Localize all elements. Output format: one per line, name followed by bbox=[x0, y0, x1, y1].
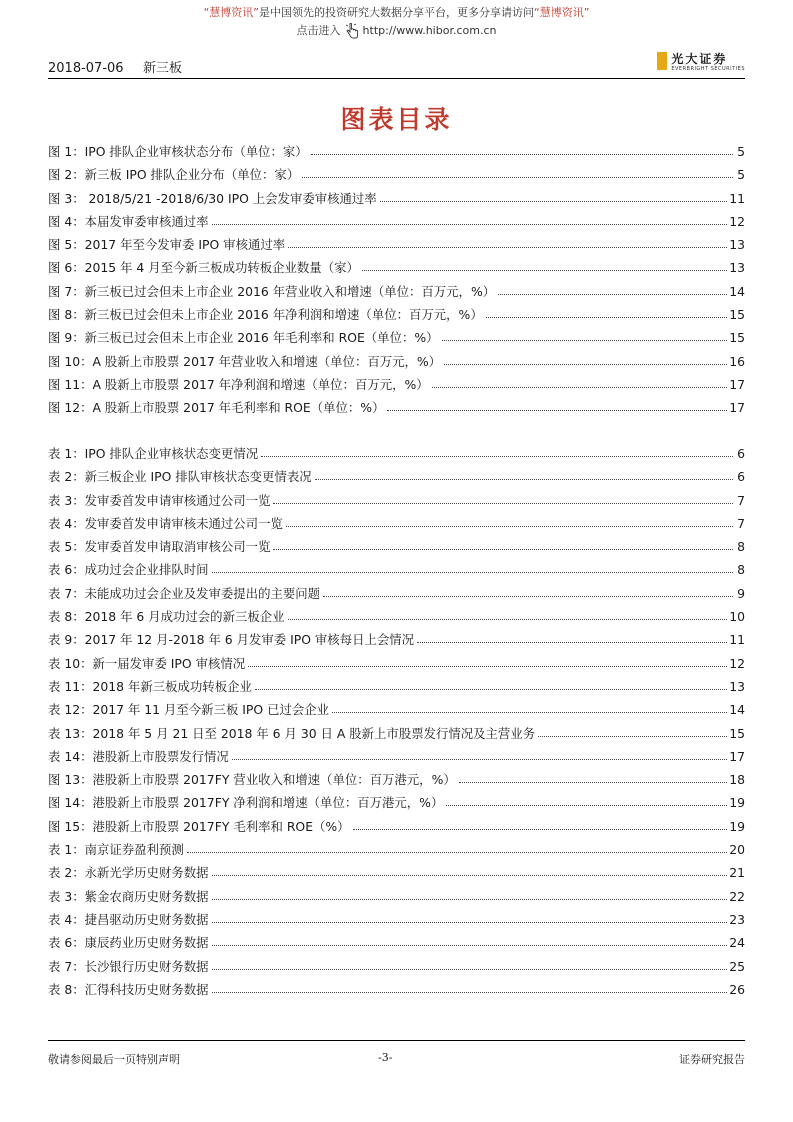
toc-entry-page[interactable]: 19 bbox=[729, 795, 745, 811]
toc-entry[interactable] bbox=[48, 328, 745, 351]
toc-entry-label[interactable]: 图 15：港股新上市股票 2017FY 毛利率和 ROE（%） bbox=[48, 818, 350, 834]
logo-mark-icon bbox=[657, 52, 667, 70]
toc-entry-label[interactable]: 图 14：港股新上市股票 2017FY 净利润和增速（单位：百万港元，%） bbox=[48, 795, 444, 811]
page-title: 图表目录 bbox=[340, 105, 453, 134]
logo-name-en: EVERBRIGHT SECURITIES bbox=[671, 66, 745, 72]
toc-entry[interactable] bbox=[48, 863, 745, 886]
toc-entry-page[interactable]: 12 bbox=[729, 655, 745, 671]
toc-entry[interactable] bbox=[48, 793, 745, 816]
toc-entry-page[interactable]: 14 bbox=[729, 283, 745, 299]
toc-leader-dots bbox=[212, 945, 728, 946]
toc-entry-label[interactable]: 图 3： 2018/5/21 -2018/6/30 IPO 上会发审委审核通过率 bbox=[48, 190, 377, 206]
company-logo bbox=[657, 52, 745, 72]
toc-entry[interactable] bbox=[48, 607, 745, 630]
toc-leader-dots bbox=[486, 317, 727, 318]
banner-line-2[interactable] bbox=[0, 22, 793, 40]
toc-entry-page[interactable]: 16 bbox=[729, 353, 745, 369]
toc-leader-dots bbox=[255, 689, 727, 690]
toc-entry[interactable] bbox=[48, 491, 745, 514]
toc-entry-page[interactable]: 15 bbox=[729, 725, 745, 741]
toc-leader-dots bbox=[212, 224, 728, 225]
toc-entry[interactable] bbox=[48, 398, 745, 421]
toc-entry-page[interactable]: 7 bbox=[737, 492, 745, 508]
toc-entry-page[interactable]: 17 bbox=[729, 400, 745, 416]
toc-entry-label[interactable]: 图 1：IPO 排队企业审核状态分布（单位：家） bbox=[48, 144, 308, 159]
toc-entry-label[interactable]: 图 10：A 股新上市股票 2017 年营业收入和增速（单位：百万元，%） bbox=[48, 353, 442, 369]
toc-entry-page[interactable]: 24 bbox=[729, 935, 745, 951]
toc-leader-dots bbox=[273, 503, 733, 504]
toc-leader-dots bbox=[432, 387, 728, 388]
toc-entry-label[interactable]: 表 4：发审委首发申请审核未通过公司一览 bbox=[48, 515, 283, 531]
toc-leader-dots bbox=[212, 875, 728, 876]
toc-entry[interactable] bbox=[48, 444, 745, 467]
toc-entry[interactable] bbox=[48, 189, 745, 212]
toc-entry-label[interactable]: 图 9：新三板已过会但未上市企业 2016 年毛利率和 ROE（单位：%） bbox=[48, 330, 439, 346]
toc-leader-dots bbox=[315, 479, 733, 480]
toc-leader-dots bbox=[248, 666, 727, 667]
toc-leader-dots bbox=[380, 201, 728, 202]
banner-click-label[interactable]: 点击进入 bbox=[296, 24, 341, 37]
toc-entry-label[interactable]: 图 6：2015 年 4 月至今新三板成功转板企业数量（家） bbox=[48, 260, 359, 276]
toc-entry[interactable] bbox=[48, 724, 745, 747]
toc-entry-page[interactable]: 25 bbox=[729, 958, 745, 974]
toc-leader-dots bbox=[323, 596, 733, 597]
toc-entry-page[interactable]: 21 bbox=[729, 865, 745, 881]
toc-entry-label[interactable]: 表 4：捷昌驱动历史财务数据 bbox=[48, 911, 209, 927]
toc-entry[interactable] bbox=[48, 282, 745, 305]
toc-entry-page[interactable]: 9 bbox=[737, 585, 745, 601]
toc-entry-page[interactable]: 20 bbox=[729, 842, 745, 858]
toc-leader-dots bbox=[387, 410, 727, 411]
toc-entry-label[interactable]: 表 10：新一届发审委 IPO 审核情况 bbox=[48, 655, 246, 671]
toc-leader-dots bbox=[498, 294, 727, 295]
toc-entry[interactable] bbox=[48, 630, 745, 653]
toc-entry-page[interactable]: 11 bbox=[729, 190, 745, 206]
toc-entry-page[interactable]: 11 bbox=[729, 632, 745, 648]
logo-name-cn: 光大证券 bbox=[671, 52, 728, 66]
top-banner bbox=[0, 4, 793, 40]
toc-leader-dots bbox=[212, 899, 728, 900]
toc-leader-dots bbox=[288, 247, 727, 248]
toc-leader-dots bbox=[538, 736, 727, 737]
banner-brand-2: “慧博资讯” bbox=[534, 6, 590, 19]
footer-report-type: 证券研究报告 bbox=[679, 1053, 745, 1066]
toc-leader-dots bbox=[212, 922, 728, 923]
toc-leader-dots bbox=[273, 549, 733, 550]
toc-entry-page[interactable]: 23 bbox=[729, 911, 745, 927]
toc-entry-label[interactable]: 表 1：IPO 排队企业审核状态变更情况 bbox=[48, 446, 259, 461]
toc-entry[interactable] bbox=[48, 700, 745, 723]
toc-leader-dots bbox=[362, 270, 727, 271]
toc-leader-dots bbox=[332, 712, 727, 713]
toc-leader-dots bbox=[232, 759, 727, 760]
toc-entry[interactable] bbox=[48, 352, 745, 375]
toc-entry-page[interactable]: 13 bbox=[729, 260, 745, 276]
report-category: 新三板 bbox=[143, 61, 183, 76]
toc-entry-label[interactable]: 表 3：发审委首发申请审核通过公司一览 bbox=[48, 492, 271, 508]
hand-cursor-icon bbox=[345, 23, 359, 39]
page-footer bbox=[48, 1040, 745, 1066]
banner-brand: “慧博资讯” bbox=[203, 6, 259, 19]
toc-entry-page[interactable]: 6 bbox=[737, 446, 745, 461]
footer-disclaimer: 敬请参阅最后一页特别声明 bbox=[48, 1053, 180, 1066]
toc-leader-dots bbox=[286, 526, 733, 527]
toc-entry[interactable] bbox=[48, 235, 745, 258]
toc-entry-page[interactable]: 10 bbox=[729, 609, 745, 625]
toc-entry-label[interactable]: 图 12：A 股新上市股票 2017 年毛利率和 ROE（单位：%） bbox=[48, 400, 385, 416]
toc-entry-label[interactable]: 图 2：新三板 IPO 排队企业分布（单位：家） bbox=[48, 167, 300, 183]
toc-leader-dots bbox=[212, 969, 728, 970]
toc-entry-page[interactable]: 15 bbox=[729, 330, 745, 346]
toc-leader-dots bbox=[353, 829, 728, 830]
toc-entry-page[interactable]: 5 bbox=[737, 167, 745, 183]
toc-entry[interactable] bbox=[48, 514, 745, 537]
toc-entry-page[interactable]: 26 bbox=[729, 981, 745, 997]
toc-entry[interactable] bbox=[48, 305, 745, 328]
toc-entry-page[interactable]: 8 bbox=[737, 562, 745, 578]
toc-entry-page[interactable]: 18 bbox=[729, 772, 745, 788]
toc-leader-dots bbox=[212, 992, 728, 993]
toc-leader-dots bbox=[459, 782, 727, 783]
toc-entry[interactable] bbox=[48, 747, 745, 770]
page-number: -3- bbox=[378, 1051, 393, 1064]
toc-entry[interactable] bbox=[48, 467, 745, 490]
toc-entry-label[interactable]: 表 7：长沙银行历史财务数据 bbox=[48, 958, 209, 974]
toc-entry-label[interactable]: 表 9：2017 年 12 月-2018 年 6 月发审委 IPO 审核每日上会情况 bbox=[48, 632, 415, 648]
toc-entry[interactable] bbox=[48, 887, 745, 910]
toc-entry-page[interactable]: 19 bbox=[729, 818, 745, 834]
toc-entry-page[interactable]: 17 bbox=[729, 748, 745, 764]
toc-entry[interactable] bbox=[48, 584, 745, 607]
toc-entry-page[interactable]: 13 bbox=[729, 678, 745, 694]
toc-leader-dots bbox=[288, 619, 728, 620]
toc-leader-dots bbox=[446, 805, 727, 806]
toc-entry[interactable] bbox=[48, 537, 745, 560]
banner-text: 是中国领先的投资研究大数据分享平台，更多分享请访问 bbox=[259, 6, 534, 19]
toc-entry-label[interactable]: 表 12：2017 年 11 月至今新三板 IPO 已过会企业 bbox=[48, 702, 330, 718]
toc-entry-label[interactable]: 表 13：2018 年 5 月 21 日至 2018 年 6 月 30 日 A 股新上市股票发行情况及主营业务 bbox=[48, 725, 536, 741]
toc-entry-label[interactable]: 表 14：港股新上市股票发行情况 bbox=[48, 748, 229, 764]
toc-entry-label[interactable]: 表 2：永新光学历史财务数据 bbox=[48, 865, 209, 881]
toc-entry[interactable] bbox=[48, 910, 745, 933]
toc-entry-label[interactable]: 图 8：新三板已过会但未上市企业 2016 年净利润和增速（单位：百万元，%） bbox=[48, 307, 483, 323]
toc-entry[interactable] bbox=[48, 677, 745, 700]
toc-entry[interactable] bbox=[48, 980, 745, 1003]
toc-entry-label[interactable]: 表 8：2018 年 6 月成功过会的新三板企业 bbox=[48, 609, 285, 625]
toc-entry-page[interactable]: 13 bbox=[729, 237, 745, 253]
toc-entry-label[interactable]: 表 6：康辰药业历史财务数据 bbox=[48, 935, 209, 951]
toc-entry[interactable] bbox=[48, 933, 745, 956]
toc-entry-label[interactable]: 图 13：港股新上市股票 2017FY 营业收入和增速（单位：百万港元，%） bbox=[48, 772, 456, 788]
figure-list bbox=[48, 142, 745, 422]
toc-entry-label[interactable]: 表 1：南京证券盈利预测 bbox=[48, 842, 184, 858]
table-list bbox=[48, 444, 745, 1003]
toc-entry-label[interactable]: 表 7：未能成功过会企业及发审委提出的主要问题 bbox=[48, 585, 321, 601]
toc-leader-dots bbox=[212, 572, 733, 573]
toc-entry-page[interactable]: 6 bbox=[737, 469, 745, 485]
toc-entry[interactable] bbox=[48, 212, 745, 235]
toc-leader-dots bbox=[442, 340, 728, 341]
toc-entry-label[interactable]: 表 5：发审委首发申请取消审核公司一览 bbox=[48, 539, 271, 555]
toc-entry-page[interactable]: 12 bbox=[729, 213, 745, 229]
toc-entry-label[interactable]: 图 7：新三板已过会但未上市企业 2016 年营业收入和增速（单位：百万元，%） bbox=[48, 283, 496, 299]
banner-url-link[interactable]: http://www.hibor.com.cn bbox=[362, 24, 497, 37]
toc-entry-page[interactable]: 5 bbox=[737, 144, 745, 159]
toc-entry-label[interactable]: 表 8：汇得科技历史财务数据 bbox=[48, 981, 209, 997]
toc-entry[interactable] bbox=[48, 840, 745, 863]
toc-entry[interactable] bbox=[48, 142, 745, 165]
toc-entry-page[interactable]: 15 bbox=[729, 307, 745, 323]
report-date: 2018-07-06 bbox=[48, 61, 124, 76]
toc-entry[interactable] bbox=[48, 165, 745, 188]
toc-leader-dots bbox=[417, 642, 727, 643]
toc-entry[interactable] bbox=[48, 817, 745, 840]
toc-entry[interactable] bbox=[48, 654, 745, 677]
toc-entry-page[interactable]: 17 bbox=[729, 376, 745, 392]
toc-entry-label[interactable]: 图 4：本届发审委审核通过率 bbox=[48, 213, 209, 229]
toc-entry-label[interactable]: 图 5：2017 年至今发审委 IPO 审核通过率 bbox=[48, 237, 286, 253]
toc-leader-dots bbox=[311, 154, 733, 155]
toc-leader-dots bbox=[444, 364, 727, 365]
toc-leader-dots bbox=[261, 456, 733, 457]
toc-entry-label[interactable]: 图 11：A 股新上市股票 2017 年净利润和增速（单位：百万元，%） bbox=[48, 376, 429, 392]
toc-entry-page[interactable]: 8 bbox=[737, 539, 745, 555]
toc-entry-label[interactable]: 表 11：2018 年新三板成功转板企业 bbox=[48, 678, 252, 694]
toc-entry[interactable] bbox=[48, 375, 745, 398]
toc-entry-label[interactable]: 表 3：紫金农商历史财务数据 bbox=[48, 888, 209, 904]
toc-entry-page[interactable]: 22 bbox=[729, 888, 745, 904]
toc-entry-label[interactable]: 表 2：新三板企业 IPO 排队审核状态变更情表况 bbox=[48, 469, 312, 485]
toc-entry[interactable] bbox=[48, 770, 745, 793]
toc-entry-label[interactable]: 表 6：成功过会企业排队时间 bbox=[48, 562, 209, 578]
toc-leader-dots bbox=[187, 852, 727, 853]
toc-entry[interactable] bbox=[48, 957, 745, 980]
toc-entry-page[interactable]: 7 bbox=[737, 515, 745, 531]
banner-line-1 bbox=[0, 4, 793, 22]
toc-entry-page[interactable]: 14 bbox=[729, 702, 745, 718]
toc-entry[interactable] bbox=[48, 258, 745, 281]
toc-entry[interactable] bbox=[48, 560, 745, 583]
page-header bbox=[48, 52, 745, 79]
toc-leader-dots bbox=[302, 177, 733, 178]
